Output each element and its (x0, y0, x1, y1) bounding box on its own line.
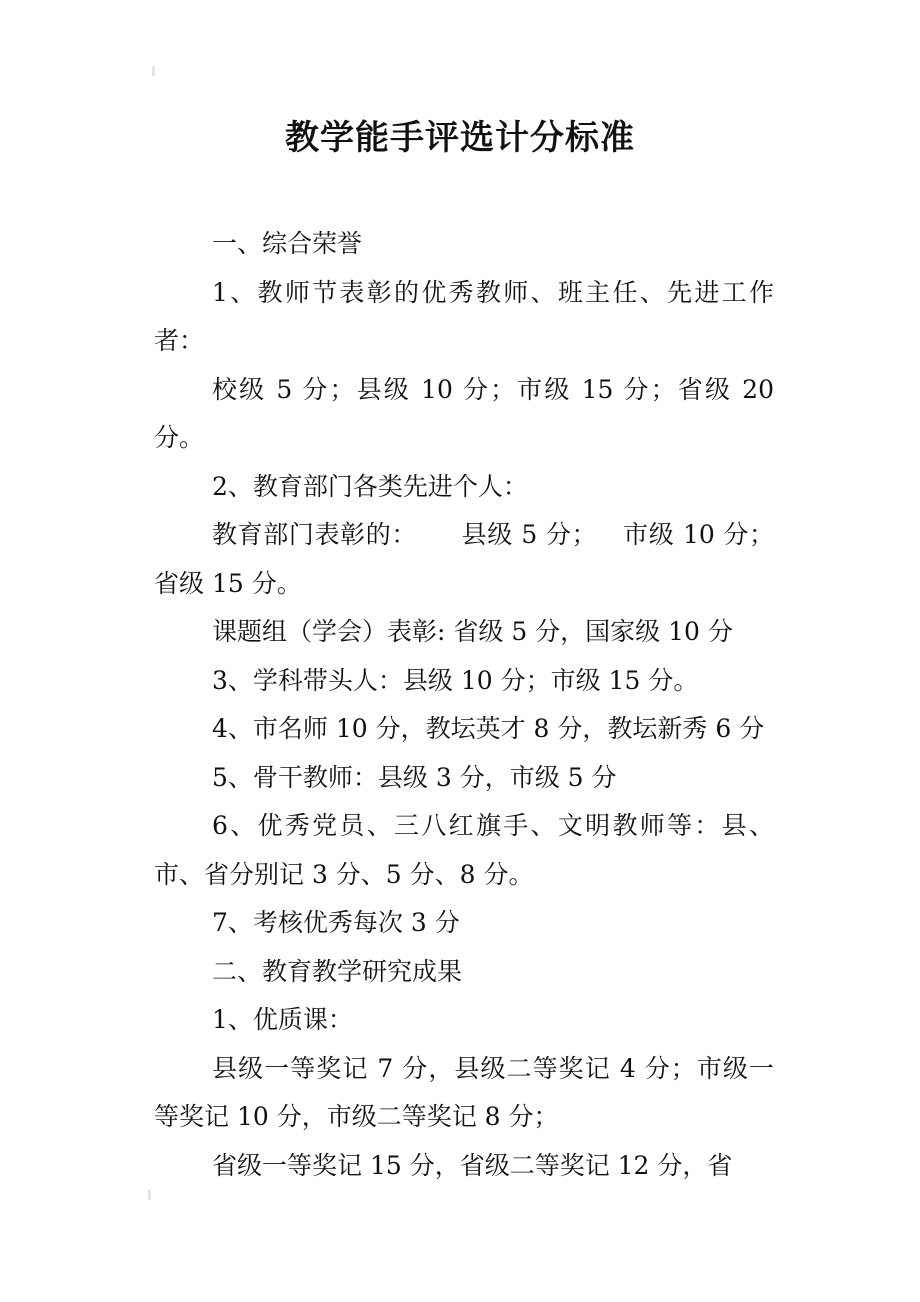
research-item-quality-class-scores: 县级一等奖记 7 分，县级二等奖记 4 分；市级一等奖记 10 分，市级二等奖记 8 分； (154, 1053, 774, 1131)
honors-item-excellent-member: 6、优秀党员、三八红旗手、文明教师等：县、市、省分别记 3 分、5 分、8 分。 (154, 811, 774, 889)
honors-item-subject-leader: 3、学科带头人：县级 10 分；市级 15 分。 (212, 665, 699, 695)
education-dept-county-score: 县级 5 分； (460, 520, 597, 549)
education-dept-city-score: 市级 10 分； (622, 520, 774, 549)
document-title: 教学能手评选计分标准 (285, 118, 635, 158)
honors-item-research-group-scores: 课题组（学会）表彰: 省级 5 分，国家级 10 分 (212, 617, 733, 646)
honors-item-teachers-day-scores: 校级 5 分；县级 10 分；市级 15 分；省级 20 分。 (154, 374, 774, 452)
honors-item-famous-teacher: 4、市名师 10 分，教坛英才 8 分，教坛新秀 6 分 (212, 714, 765, 743)
scan-mark-bottom (148, 1190, 151, 1200)
honors-item-education-dept-scores (154, 511, 774, 608)
education-dept-label: 教育部门表彰的： (212, 520, 417, 549)
document-body (154, 220, 774, 1190)
honors-item-education-dept: 2、教育部门各类先进个人： (212, 471, 528, 501)
research-item-quality-class-province: 省级一等奖记 15 分，省级二等奖记 12 分，省 (212, 1150, 733, 1180)
honors-item-assessment: 7、考核优秀每次 3 分 (212, 908, 460, 937)
education-dept-province-score: 省级 15 分。 (154, 568, 302, 598)
scan-mark-top (152, 66, 155, 76)
honors-item-backbone-teacher: 5、骨干教师：县级 3 分，市级 5 分 (212, 762, 617, 792)
research-item-quality-class: 1、优质课： (212, 1005, 353, 1034)
honors-item-teachers-day: 1、教师节表彰的优秀教师、班主任、先进工作者： (154, 277, 774, 355)
section-heading-research: 二、教育教学研究成果 (212, 956, 463, 986)
section-heading-honors: 一、综合荣誉 (212, 229, 363, 258)
